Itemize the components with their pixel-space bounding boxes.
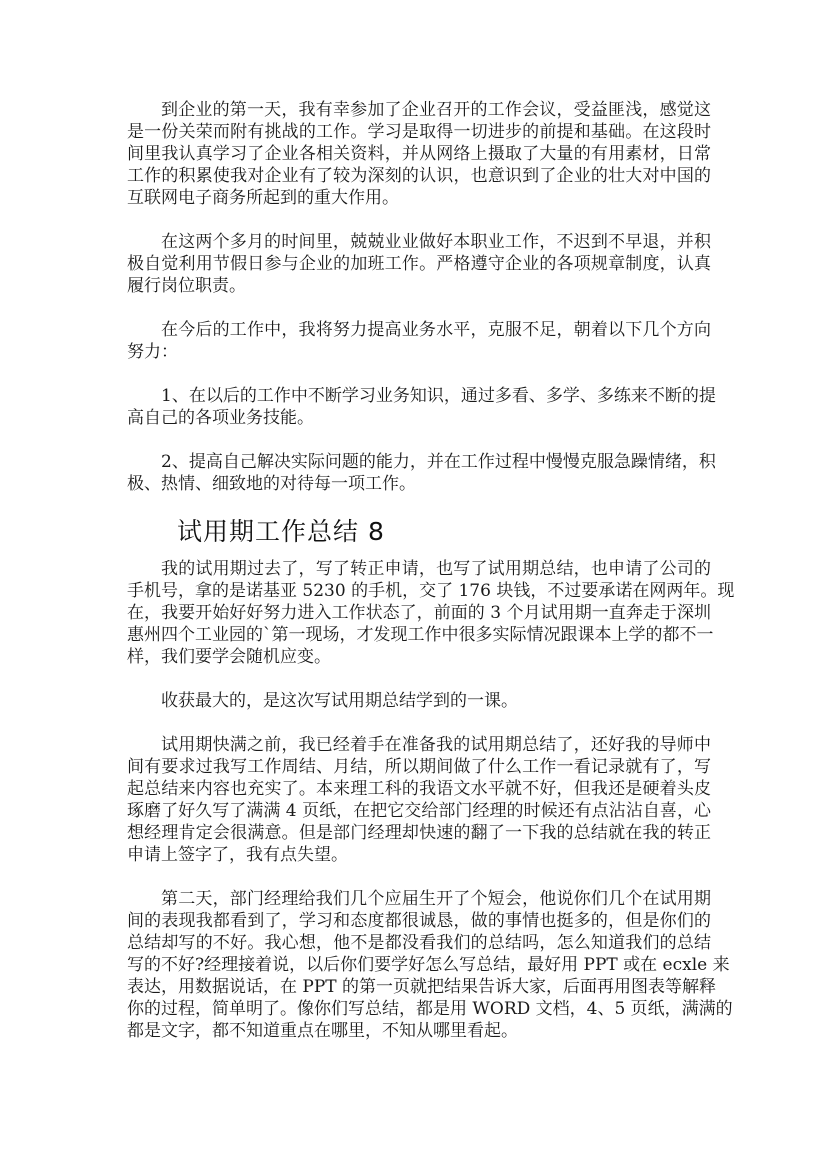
paragraph — [127, 231, 711, 297]
paragraph-line: 在这两个多月的时间里，兢兢业业做好本职业工作，不迟到不早退，并积 — [161, 232, 711, 252]
paragraph-line: 履行岗位职责。 — [127, 276, 246, 296]
paragraph-line: 在，我要开始好好努力进入工作状态了，前面的 3 个月试用期一直奔走于深圳 — [127, 603, 711, 623]
paragraph-line: 琢磨了好久写了满满 4 页纸，在把它交给部门经理的时候还有点沾沾自喜，心 — [127, 801, 711, 821]
paragraph-line: 第二天，部门经理给我们几个应届生开了个短会，他说你们几个在试用期 — [161, 889, 711, 909]
paragraph-line: 都是文字，都不知道重点在哪里，不知从哪里看起。 — [127, 1021, 518, 1041]
paragraph-line: 间里我认真学习了企业各相关资料，并从网络上摄取了大量的有用素材，日常 — [127, 144, 711, 164]
paragraph-line: 间的表现我都看到了，学习和态度都很诚恳，做的事情也挺多的，但是你们的 — [127, 911, 711, 931]
paragraph-line: 努力： — [127, 342, 178, 362]
paragraph-line: 到企业的第一天，我有幸参加了企业召开的工作会议，受益匪浅，感觉这 — [161, 100, 711, 120]
paragraph-line: 起总结来内容也充实了。本来理工科的我语文水平就不好，但我还是硬着头皮 — [127, 779, 711, 799]
paragraph-line: 收获最大的，是这次写试用期总结学到的一课。 — [161, 691, 518, 711]
paragraph-line: 样，我们要学会随机应变。 — [127, 647, 331, 667]
paragraph-line: 极自觉利用节假日参与企业的加班工作。严格遵守企业的各项规章制度，认真 — [127, 254, 711, 274]
paragraph-line: 总结却写的不好。我心想，他不是都没看我们的总结吗，怎么知道我们的总结 — [127, 933, 711, 953]
paragraph-line: 互联网电子商务所起到的重大作用。 — [127, 188, 399, 208]
section-heading: 试用期工作总结 8 — [177, 517, 385, 546]
paragraph-line: 表达，用数据说话，在 PPT 的第一页就把结果告诉大家，后面再用图表等解释 — [127, 977, 717, 997]
paragraph-line: 在今后的工作中，我将努力提高业务水平，克服不足，朝着以下几个方向 — [161, 320, 711, 340]
paragraph-line: 1、在以后的工作中不断学习业务知识，通过多看、多学、多练来不断的提 — [161, 386, 716, 406]
paragraph-line: 我的试用期过去了，写了转正申请，也写了试用期总结，也申请了公司的 — [161, 559, 711, 579]
paragraph-line: 试用期快满之前，我已经着手在准备我的试用期总结了，还好我的导师中 — [161, 735, 711, 755]
paragraph — [127, 558, 735, 668]
paragraph-line: 是一份关荣而附有挑战的工作。学习是取得一切进步的前提和基础。在这段时 — [127, 122, 711, 142]
paragraph — [127, 99, 711, 209]
paragraph-line: 工作的积累使我对企业有了较为深刻的认识，也意识到了企业的壮大对中国的 — [127, 166, 711, 186]
paragraph — [127, 690, 711, 712]
paragraph-line: 申请上签字了，我有点失望。 — [127, 845, 348, 865]
paragraph — [127, 319, 711, 363]
paragraph-line: 高自己的各项业务技能。 — [127, 408, 314, 428]
paragraph — [127, 385, 716, 429]
paragraph-line: 手机号，拿的是诺基亚 5230 的手机，交了 176 块钱，不过要承诺在网两年。现 — [127, 581, 735, 601]
paragraph-line: 惠州四个工业园的`第一现场，才发现工作中很多实际情况跟课本上学的都不一 — [127, 625, 714, 645]
paragraph — [127, 451, 716, 495]
paragraph-line: 极、热情、细致地的对待每一项工作。 — [127, 474, 416, 494]
paragraph-line: 你的过程，简单明了。像你们写总结，都是用 WORD 文档，4、5 页纸，满满的 — [127, 999, 733, 1019]
paragraph — [127, 734, 711, 866]
document-body — [127, 99, 735, 1064]
paragraph-line: 想经理肯定会很满意。但是部门经理却快速的翻了一下我的总结就在我的转正 — [127, 823, 711, 843]
paragraph-line: 2、提高自己解决实际问题的能力，并在工作过程中慢慢克服急躁情绪，积 — [161, 452, 716, 472]
paragraph — [127, 888, 733, 1042]
paragraph-line: 间有要求过我写工作周结、月结，所以期间做了什么工作一看记录就有了，写 — [127, 757, 711, 777]
paragraph-line: 写的不好?经理接着说，以后你们要学好怎么写总结，最好用 PPT 或在 ecxle 来 — [127, 955, 730, 975]
